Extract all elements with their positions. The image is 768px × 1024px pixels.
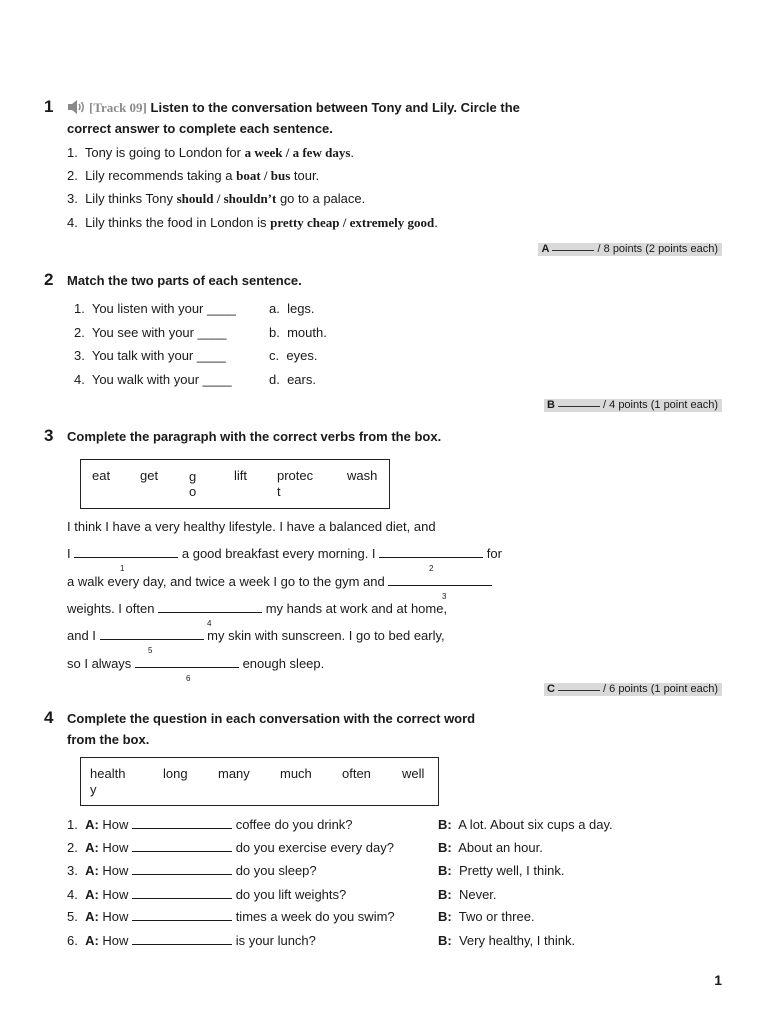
section-2-title: Match the two parts of each sentence. bbox=[67, 273, 302, 288]
fill-blank-1[interactable] bbox=[74, 547, 178, 558]
s4-question-2: 2. A: How do you exercise every day? bbox=[67, 840, 394, 855]
section-1-title-line1: Listen to the conversation between Tony and Lily. Circle the bbox=[150, 100, 520, 115]
s1-item-3: 3. Lily thinks Tony should / shouldn’t go to a palace. bbox=[67, 191, 366, 206]
s2-right-d: d. ears. bbox=[269, 372, 316, 387]
section-4-title-line2: from the box. bbox=[67, 732, 150, 747]
s2-right-c: c. eyes. bbox=[269, 348, 318, 363]
s1-item-1: 1. Tony is going to London for a week / a few days. bbox=[67, 145, 354, 160]
s4-answer-1: B: A lot. About six cups a day. bbox=[438, 817, 613, 832]
word-box-3 bbox=[80, 459, 390, 509]
box-word: eat bbox=[92, 468, 111, 483]
s2-left-4: 4. You walk with your ____ bbox=[74, 372, 232, 387]
box-word: get bbox=[140, 468, 159, 483]
s4-question-3: 3. A: How do you sleep? bbox=[67, 863, 317, 878]
section-1-title bbox=[89, 100, 520, 116]
s4-answer-4: B: Never. bbox=[438, 887, 497, 902]
circle-choice[interactable]: boat / bus bbox=[236, 168, 291, 183]
s4-answer-6: B: Very healthy, I think. bbox=[438, 933, 576, 948]
para-line-1: I think I have a very healthy lifestyle. I have a balanced diet, and bbox=[67, 519, 436, 534]
fill-blank-2[interactable] bbox=[379, 547, 483, 558]
box-word: y bbox=[90, 782, 97, 797]
box-word: o bbox=[189, 484, 197, 499]
section-4-number: 4 bbox=[44, 708, 54, 727]
s2-left-1: 1. You listen with your ____ bbox=[74, 301, 236, 316]
section-4-title-line1: Complete the question in each conversation with the correct word bbox=[67, 711, 476, 726]
box-word: often bbox=[342, 766, 371, 781]
blank-number: 2 bbox=[429, 564, 434, 573]
para-line-6: so I always enough sleep. bbox=[67, 656, 325, 671]
s4-question-4: 4. A: How do you lift weights? bbox=[67, 887, 347, 902]
para-line-4: weights. I often my hands at work and at home, bbox=[67, 601, 448, 616]
score-box-a: A / 8 points (2 points each) bbox=[538, 243, 722, 256]
fill-blank[interactable] bbox=[132, 934, 232, 945]
box-word: t bbox=[277, 484, 281, 499]
s4-question-5: 5. A: How times a week do you swim? bbox=[67, 909, 395, 924]
page-number: 1 bbox=[714, 972, 722, 988]
box-word: wash bbox=[347, 468, 378, 483]
section-1-title-line2: correct answer to complete each sentence. bbox=[67, 121, 333, 136]
score-blank[interactable] bbox=[558, 690, 600, 691]
fill-blank[interactable] bbox=[132, 864, 232, 875]
score-blank[interactable] bbox=[552, 250, 594, 251]
box-word: health bbox=[90, 766, 126, 781]
blank-number: 1 bbox=[120, 564, 125, 573]
audio-speaker-icon[interactable] bbox=[67, 99, 87, 118]
circle-choice[interactable]: should / shouldn’t bbox=[176, 191, 277, 206]
blank-number: 3 bbox=[442, 592, 447, 601]
fill-blank-6[interactable] bbox=[135, 657, 239, 668]
s2-right-a: a. legs. bbox=[269, 301, 315, 316]
blank-number: 6 bbox=[186, 674, 191, 683]
score-blank[interactable] bbox=[558, 406, 600, 407]
fill-blank-5[interactable] bbox=[100, 629, 204, 640]
fill-blank[interactable] bbox=[132, 841, 232, 852]
score-box-c: C / 6 points (1 point each) bbox=[544, 683, 722, 696]
s4-question-1: 1. A: How coffee do you drink? bbox=[67, 817, 353, 832]
s4-answer-2: B: About an hour. bbox=[438, 840, 543, 855]
para-line-5: and I my skin with sunscreen. I go to bed early, bbox=[67, 628, 445, 643]
section-3-title: Complete the paragraph with the correct verbs from the box. bbox=[67, 429, 442, 444]
box-word: many bbox=[218, 766, 250, 781]
fill-blank-4[interactable] bbox=[158, 602, 262, 613]
s2-right-b: b. mouth. bbox=[269, 325, 327, 340]
fill-blank-3[interactable] bbox=[388, 575, 492, 586]
box-word: long bbox=[163, 766, 188, 781]
box-word: well bbox=[402, 766, 425, 781]
box-word: lift bbox=[234, 468, 247, 483]
s4-question-6: 6. A: How is your lunch? bbox=[67, 933, 316, 948]
box-word: much bbox=[280, 766, 312, 781]
para-line-2: I a good breakfast every morning. I for bbox=[67, 546, 502, 561]
para-line-3: a walk every day, and twice a week I go to the gym and bbox=[67, 574, 492, 589]
section-1-number: 1 bbox=[44, 97, 54, 116]
circle-choice[interactable]: a week / a few days bbox=[244, 145, 351, 160]
blank-number: 4 bbox=[207, 619, 212, 628]
s4-answer-3: B: Pretty well, I think. bbox=[438, 863, 565, 878]
s1-item-2: 2. Lily recommends taking a boat / bus tour. bbox=[67, 168, 320, 183]
box-word: protec bbox=[277, 468, 314, 483]
circle-choice[interactable]: pretty cheap / extremely good bbox=[270, 215, 435, 230]
s4-answer-5: B: Two or three. bbox=[438, 909, 535, 924]
s2-left-2: 2. You see with your ____ bbox=[74, 325, 227, 340]
s1-item-4: 4. Lily thinks the food in London is pretty cheap / extremely good. bbox=[67, 215, 438, 230]
blank-number: 5 bbox=[148, 646, 153, 655]
section-2-number: 2 bbox=[44, 270, 54, 289]
fill-blank[interactable] bbox=[132, 910, 232, 921]
box-word: g bbox=[189, 469, 197, 484]
section-3-number: 3 bbox=[44, 426, 54, 445]
word-box-4 bbox=[80, 757, 439, 806]
score-box-b: B / 4 points (1 point each) bbox=[544, 399, 722, 412]
s2-left-3: 3. You talk with your ____ bbox=[74, 348, 226, 363]
fill-blank[interactable] bbox=[132, 888, 232, 899]
track-label: [Track 09] bbox=[89, 100, 147, 115]
fill-blank[interactable] bbox=[132, 818, 232, 829]
